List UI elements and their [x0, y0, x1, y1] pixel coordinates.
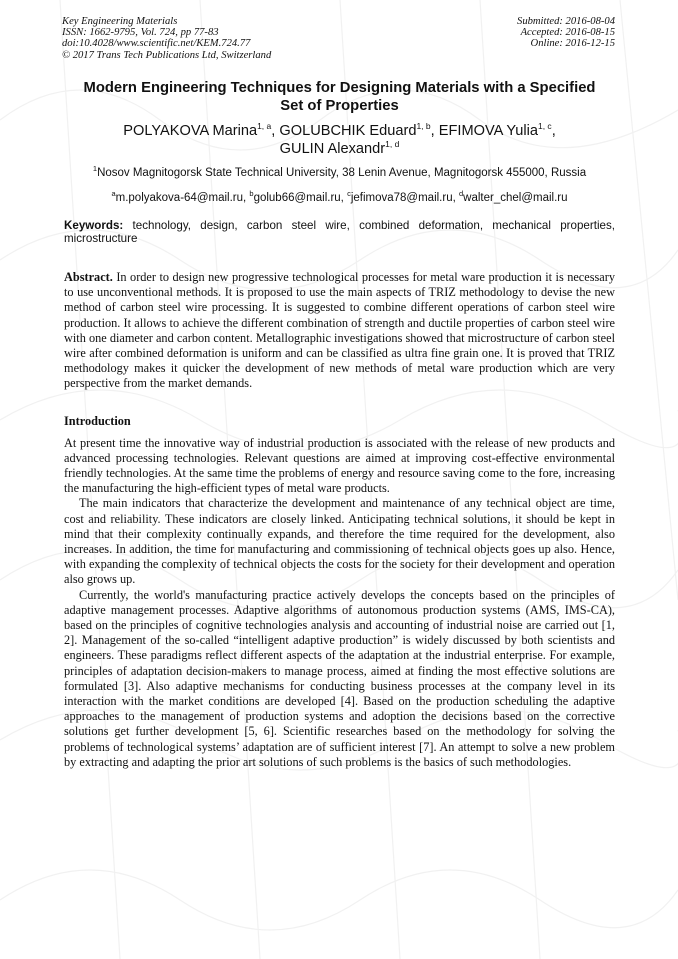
article-body — [64, 79, 615, 770]
email[interactable]: $^c$jefimova78@mail.ru — [347, 189, 453, 204]
email[interactable]: $^b$golub66@mail.ru — [249, 189, 341, 204]
keywords-label: Keywords: — [64, 219, 124, 232]
abstract-label: Abstract. — [64, 270, 113, 284]
author: GULIN Alexandr$^{1, d}$ — [279, 139, 400, 157]
author: POLYAKOVA Marina$^{1, a}$, — [123, 121, 280, 139]
article-doi: doi:10.4028/www.scientific.net/KEM.724.77 — [62, 38, 251, 50]
abstract-text: In order to design new progressive technological processes for metal ware production it is necessary to use unconventional methods. It is proposed to use the main aspects of TRIZ methodology to devise the new method of carbon steel wire processing. It is suggested to combine different operations of carbon steel wire production. It allows to achieve the different combination of strength and ductile properties of carbon steel wire with one diameter and carbon content. Metallographic investigations showed that microstructure of carbon steel wire after combined deformation is uniform and can be classified as ultra fine grain one. It is proved that TRIZ methodology makes it quicker the development of new methods of metal ware production which are very perspective from the market demands. — [64, 270, 615, 391]
journal-name: Key Engineering Materials — [62, 16, 178, 27]
journal-header-left — [62, 16, 271, 61]
author-list — [64, 122, 615, 158]
author: EFIMOVA Yulia$^{1, c}$, — [438, 121, 556, 139]
intro-paragraph: The main indicators that characterize the development and maintenance of any technical object are time, cost and reliability. These indicators are closely linked. Anticipating technical solutions, it should be kept in mind that their complexity continually expands, and therefore the time required for the development, also increases. In addition, the time for manufacturing and commissioning of technical objects goes up also. Hence, with expanding the complexity of technical objects the costs for the society for their development and operation also grows up. — [64, 496, 615, 587]
submitted-date: Submitted: 2016-08-04 — [517, 16, 615, 27]
section-heading-introduction: Introduction — [64, 413, 131, 428]
affiliation: $^1$Nosov Magnitogorsk State Technical University, 38 Lenin Avenue, Magnitogorsk 455000, Russia — [92, 164, 587, 179]
online-date: Online: 2016-12-15 — [530, 38, 615, 50]
email[interactable]: $^d$walter_chel@mail.ru — [459, 189, 568, 204]
paper-title: Modern Engineering Techniques for Designing Materials with a Specified Set of Properties — [83, 80, 596, 114]
email[interactable]: $^a$m.polyakova-64@mail.ru — [111, 189, 243, 204]
keywords — [64, 219, 615, 245]
keywords-text: technology, design, carbon steel wire, combined deformation, mechanical properties, microstructure — [64, 219, 615, 245]
author-emails: $^a$m.polyakova-64@mail.ru, $^b$golub66@mail.ru, $^c$jefimova78@mail.ru, $^d$walter_chel@mail.ru — [111, 189, 568, 204]
intro-paragraph: At present time the innovative way of industrial production is associated with the release of new products and advanced processing technologies. Relevant questions are aimed at improving cost-effective environmental friendly technologies. At the same time the problems of energy and resource saving come to the fore, increasing the manufacturing the high-efficient types of metal ware products. — [64, 435, 615, 496]
journal-header-right — [517, 16, 615, 50]
copyright-notice: © 2017 Trans Tech Publications Ltd, Switzerland — [62, 49, 272, 61]
intro-paragraph: Currently, the world's manufacturing practice actively develops the concepts based on the principles of adaptive management processes. Adaptive algorithms of autonomous production systems (AMS, IMS-CA), based on the principles of cognitive technologies analysis and accounting of industrial noise are carried out [1, 2]. Management of the so-called “intelligent adaptive production” is widely discussed by both scientists and engineers. These paradigms reflect different aspects of the adaptation at the industrial enterprise. For example, principles of adaptation decision-makers to manage process, aimed at finding the most effective solutions are formulated [3]. Also adaptive mechanisms for conducting business processes at the company level in its interaction with the market conditions are developed [4]. Based on the production scheduling the adaptive approaches to the management of production systems and adoption the decisions based on the corrective solutions get further development [5, 6]. Scientific researches based on the methodology for solving the problems of technological systems’ adaptation are of sufficient interest [7]. An attempt to solve a new problem by extracting and adapting the prior art solutions of such problems is the basics of such methodologies. — [64, 587, 615, 769]
abstract — [64, 270, 615, 392]
accepted-date: Accepted: 2016-08-15 — [520, 27, 615, 39]
journal-issn: ISSN: 1662-9795, Vol. 724, pp 77-83 — [62, 27, 219, 39]
author: GOLUBCHIK Eduard$^{1, b}$, — [279, 121, 439, 139]
